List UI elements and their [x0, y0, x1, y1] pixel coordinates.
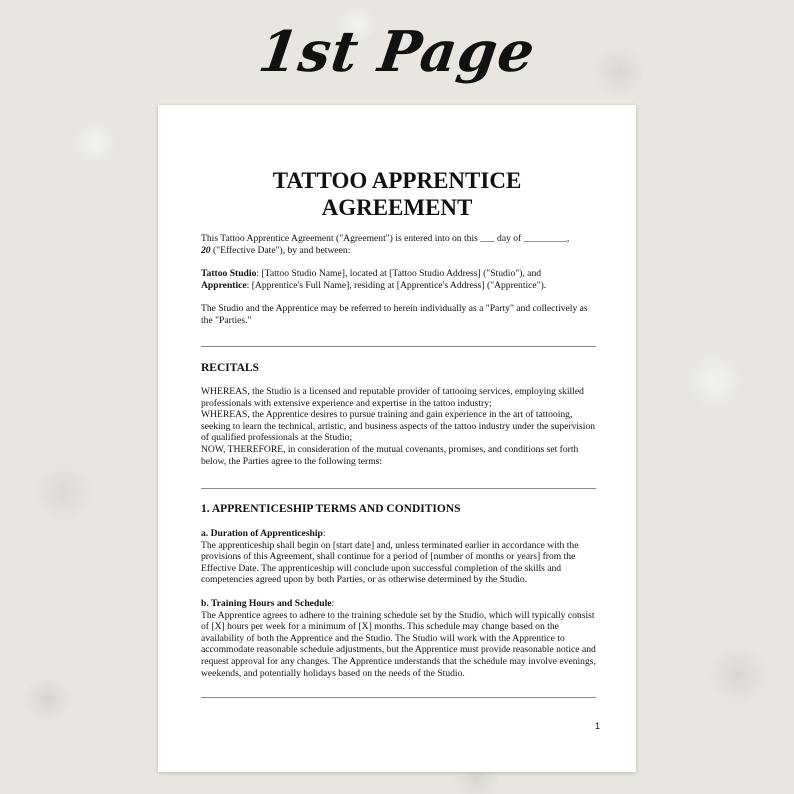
divider-1	[201, 346, 596, 347]
studio-text: : [Tattoo Studio Name], located at [Tattoo Studio Address] ("Studio"), and	[256, 268, 542, 279]
document-title-line1: TATTOO APPRENTICE	[272, 168, 522, 193]
document-page	[158, 105, 636, 772]
recital-3: NOW, THEREFORE, in consideration of the mutual covenants, promises, and conditions set forth below, the Parties agree to the following terms:	[201, 443, 579, 467]
section1-heading: 1. APPRENTICESHIP TERMS AND CONDITIONS	[201, 503, 461, 515]
intro-line-b: ("Effective Date"), by and between:	[210, 244, 351, 256]
recital-1: WHEREAS, the Studio is a licensed and reputable provider of tattooing services, employing skilled professionals with extensive experience and expertise in the tattoo industry;	[201, 386, 584, 409]
parties-definition	[201, 268, 596, 291]
document-title	[158, 167, 636, 221]
studio-label: Tattoo Studio	[201, 268, 257, 279]
subsection-b-colon: :	[331, 598, 335, 609]
recitals-heading: RECITALS	[201, 362, 259, 374]
document-title-line2: AGREEMENT	[321, 195, 473, 220]
subsection-a	[201, 528, 596, 586]
subsection-a-label: a. Duration of Apprenticeship	[201, 528, 323, 539]
intro-line-a: This Tattoo Apprentice Agreement ("Agreement") is entered into on this ___ day of _________,	[201, 233, 570, 244]
apprentice-label: Apprentice	[201, 279, 247, 291]
parties-collective: The Studio and the Apprentice may be referred to herein individually as a "Party" and collectively as the "Parties."	[201, 303, 588, 326]
subsection-b	[201, 598, 596, 679]
subsection-b-text: The Apprentice agrees to adhere to the training schedule set by the Studio, which will typically consist of [X] hours per week for a minimum of [X] months. This schedule may change based on the availability of both the Apprentice and the Studio. The Studio will work with the Apprentice to accommodate reasonable schedule adjustments, but the Apprentice must provide reasonable notice and request approval for any changes. The Apprentice understands that the schedule may involve evenings, weekends, and potentially holidays based on the needs of the Studio.	[201, 609, 596, 679]
intro-year: 20	[201, 244, 211, 256]
page-banner: 1st Page	[254, 19, 540, 85]
subsection-b-label: b. Training Hours and Schedule	[201, 598, 332, 609]
recitals-body	[201, 386, 596, 467]
divider-3	[201, 697, 596, 698]
apprentice-text: : [Apprentice's Full Name], residing at [Apprentice's Address] ("Apprentice").	[246, 279, 547, 291]
intro-paragraph	[201, 233, 596, 256]
page-number: 1	[594, 721, 600, 731]
divider-2	[201, 488, 596, 489]
subsection-a-text: The apprenticeship shall begin on [start date] and, unless terminated earlier in accordance with the provisions of this Agreement, shall continue for a period of [number of months or years] from the Effective Date. The apprenticeship will conclude upon successful completion of the skills and competencies agreed upon by both Parties, or as otherwise determined by the Studio.	[201, 539, 579, 586]
subsection-a-colon: :	[322, 528, 326, 539]
recital-2: WHEREAS, the Apprentice desires to pursue training and gain experience in the art of tattooing, seeking to learn the technical, artistic, and business aspects of the tattoo industry under the supervision of qualified professionals at the Studio;	[201, 409, 596, 444]
